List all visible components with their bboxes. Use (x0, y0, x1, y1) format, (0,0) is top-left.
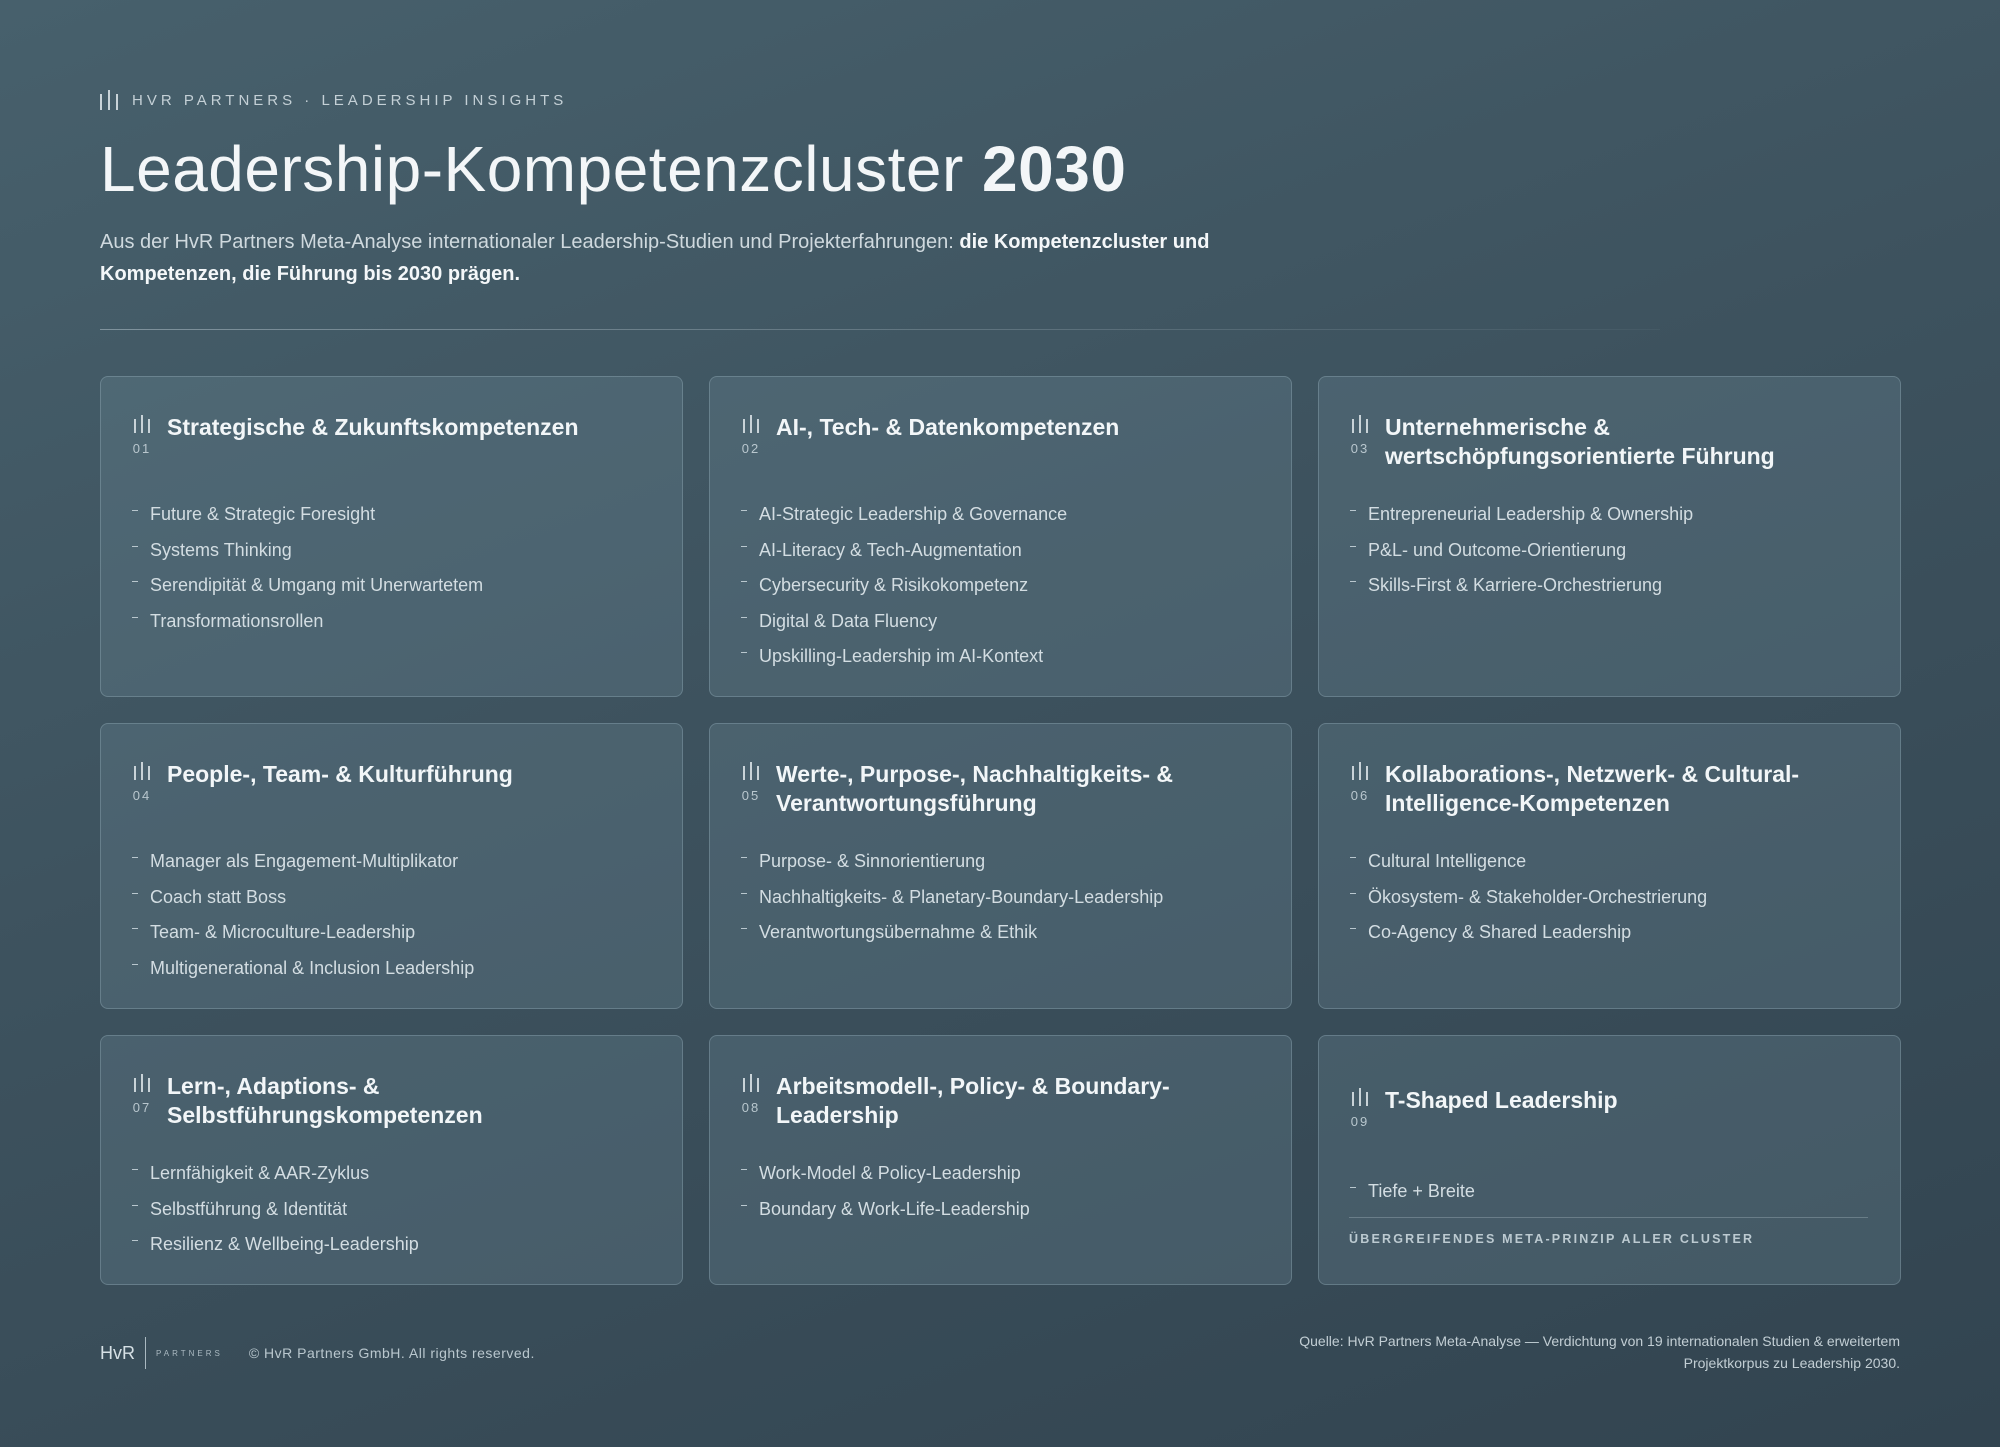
cluster-header (131, 1066, 658, 1130)
competency-item: Transformationsrollen (131, 604, 658, 640)
footer-logo-sub: PARTNERS (156, 1348, 223, 1358)
cluster-mark-icon (1352, 1088, 1368, 1106)
cluster-number (131, 754, 153, 803)
cluster-card (100, 376, 683, 697)
source-note: Quelle: HvR Partners Meta-Analyse — Verdichtung von 19 internationalen Studien & erweitertem Projektkorpus zu Leadership 2030. (1299, 1333, 1900, 1371)
cluster-number-text: 04 (132, 788, 152, 803)
brand-mark-icon (100, 90, 118, 110)
title-year: 2030 (982, 133, 1127, 205)
competency-item: Purpose- & Sinnorientierung (740, 844, 1267, 880)
cluster-card (100, 723, 683, 1009)
footer-brand (100, 1337, 535, 1369)
cluster-mark-icon (134, 1074, 150, 1092)
footer-logo-divider (145, 1337, 146, 1369)
page-title (100, 132, 1126, 206)
competency-item: Coach statt Boss (131, 880, 658, 916)
cluster-header (1349, 407, 1876, 471)
cluster-mark-icon (1352, 762, 1368, 780)
competency-item: Cybersecurity & Risikokompetenz (740, 568, 1267, 604)
cluster-title: AI-, Tech- & Datenkompetenzen (776, 414, 1120, 440)
competency-item: Lernfähigkeit & AAR-Zyklus (131, 1156, 658, 1192)
cluster-card (1318, 723, 1901, 1009)
cluster-header (740, 754, 1267, 818)
cluster-card (1318, 376, 1901, 697)
competency-item: Nachhaltigkeits- & Planetary-Boundary-Leadership (740, 880, 1267, 916)
cluster-mark-icon (1352, 415, 1368, 433)
cluster-card (709, 723, 1292, 1009)
competency-list (1349, 497, 1876, 604)
competency-item: Entrepreneurial Leadership & Ownership (1349, 497, 1876, 533)
cluster-title: Unternehmerische & wertschöpfungsorientierte Führung (1385, 414, 1775, 469)
cluster-title: T-Shaped Leadership (1385, 1087, 1618, 1113)
cluster-card (1318, 1035, 1901, 1285)
competency-item: Multigenerational & Inclusion Leadership (131, 951, 658, 987)
cluster-title: Strategische & Zukunftskompetenzen (167, 414, 579, 440)
competency-item: Work-Model & Policy-Leadership (740, 1156, 1267, 1192)
competency-item: Manager als Engagement-Multiplikator (131, 844, 658, 880)
cluster-number (740, 407, 762, 456)
competency-item: Future & Strategic Foresight (131, 497, 658, 533)
cluster-mark-icon (134, 415, 150, 433)
cluster-mark-icon (743, 762, 759, 780)
cluster-header (131, 407, 658, 456)
competency-item: Team- & Microculture-Leadership (131, 915, 658, 951)
competency-item: Upskilling-Leadership im AI-Kontext (740, 639, 1267, 675)
competency-item: Selbstführung & Identität (131, 1192, 658, 1228)
cluster-header (740, 407, 1267, 456)
cluster-header (1349, 754, 1876, 818)
cluster-number-text: 05 (741, 788, 761, 803)
competency-list (131, 844, 658, 986)
cluster-mark-icon (743, 1074, 759, 1092)
cluster-title: Werte-, Purpose-, Nachhaltigkeits- & Verantwortungsführung (776, 761, 1174, 816)
competency-list (131, 497, 658, 639)
cluster-card (100, 1035, 683, 1285)
cluster-number-text: 08 (741, 1100, 761, 1115)
competency-item: Verantwortungsübernahme & Ethik (740, 915, 1267, 951)
cluster-number (1349, 1080, 1371, 1129)
competency-list (1349, 1174, 1876, 1210)
cluster-title: Kollaborations-, Netzwerk- & Cultural-Intelligence-Kompetenzen (1385, 761, 1800, 816)
footer-logo-text: HvR (100, 1342, 135, 1363)
header-divider (100, 329, 1660, 330)
cluster-number-text: 03 (1350, 441, 1370, 456)
competency-item: Systems Thinking (131, 533, 658, 569)
cluster-number-text: 06 (1350, 788, 1370, 803)
competency-item: Co-Agency & Shared Leadership (1349, 915, 1876, 951)
cluster-card (709, 376, 1292, 697)
competency-list (1349, 844, 1876, 951)
cluster-header (131, 754, 658, 803)
cluster-number (131, 407, 153, 456)
competency-item: Ökosystem- & Stakeholder-Orchestrierung (1349, 880, 1876, 916)
cluster-number-text: 07 (132, 1100, 152, 1115)
competency-item: Skills-First & Karriere-Orchestrierung (1349, 568, 1876, 604)
competency-item: Cultural Intelligence (1349, 844, 1876, 880)
cluster-mark-icon (134, 762, 150, 780)
cluster-number (1349, 754, 1371, 818)
intro-bold: die Kompetenzcluster und Kompetenzen, die Führung bis 2030 prägen. (100, 231, 1210, 285)
cluster-title: People-, Team- & Kulturführung (167, 761, 513, 787)
competency-item: Serendipität & Umgang mit Unerwartetem (131, 568, 658, 604)
eyebrow (100, 90, 567, 110)
competency-item: AI-Strategic Leadership & Governance (740, 497, 1267, 533)
intro-plain: Aus der HvR Partners Meta-Analyse internationaler Leadership-Studien und Projekterfahrungen: (100, 231, 960, 253)
competency-item: Resilienz & Wellbeing-Leadership (131, 1227, 658, 1263)
competency-item: Tiefe + Breite (1349, 1174, 1876, 1210)
cluster-title: Arbeitsmodell-, Policy- & Boundary-Leadership (776, 1073, 1170, 1128)
competency-list (131, 1156, 658, 1263)
eyebrow-text: HVR PARTNERS · LEADERSHIP INSIGHTS (132, 91, 568, 109)
competency-item: P&L- und Outcome-Orientierung (1349, 533, 1876, 569)
intro-text (100, 226, 1280, 290)
cluster-header (1349, 1080, 1876, 1129)
competency-list (740, 497, 1267, 675)
competency-item: AI-Literacy & Tech-Augmentation (740, 533, 1267, 569)
competency-item: Digital & Data Fluency (740, 604, 1267, 640)
cluster-number (1349, 407, 1371, 471)
title-light: Leadership-Kompetenzcluster (100, 133, 964, 205)
competency-list (740, 1156, 1267, 1227)
cluster-title: Lern-, Adaptions- & Selbstführungskompetenzen (167, 1073, 483, 1128)
copyright: © HvR Partners GmbH. All rights reserved. (248, 1345, 535, 1361)
cluster-number-text: 02 (741, 441, 761, 456)
cluster-number (740, 754, 762, 818)
cluster-number-text: 01 (132, 441, 152, 456)
cluster-mark-icon (743, 415, 759, 433)
competency-list (740, 844, 1267, 951)
cluster-number-text: 09 (1350, 1114, 1370, 1129)
competency-item: Boundary & Work-Life-Leadership (740, 1192, 1267, 1228)
cluster-number (131, 1066, 153, 1130)
cluster-number (740, 1066, 762, 1130)
cluster-card (709, 1035, 1292, 1285)
meta-divider (1349, 1217, 1868, 1218)
cluster-header (740, 1066, 1267, 1130)
meta-principle-label: ÜBERGREIFENDES META-PRINZIP ALLER CLUSTER (1349, 1232, 1755, 1246)
